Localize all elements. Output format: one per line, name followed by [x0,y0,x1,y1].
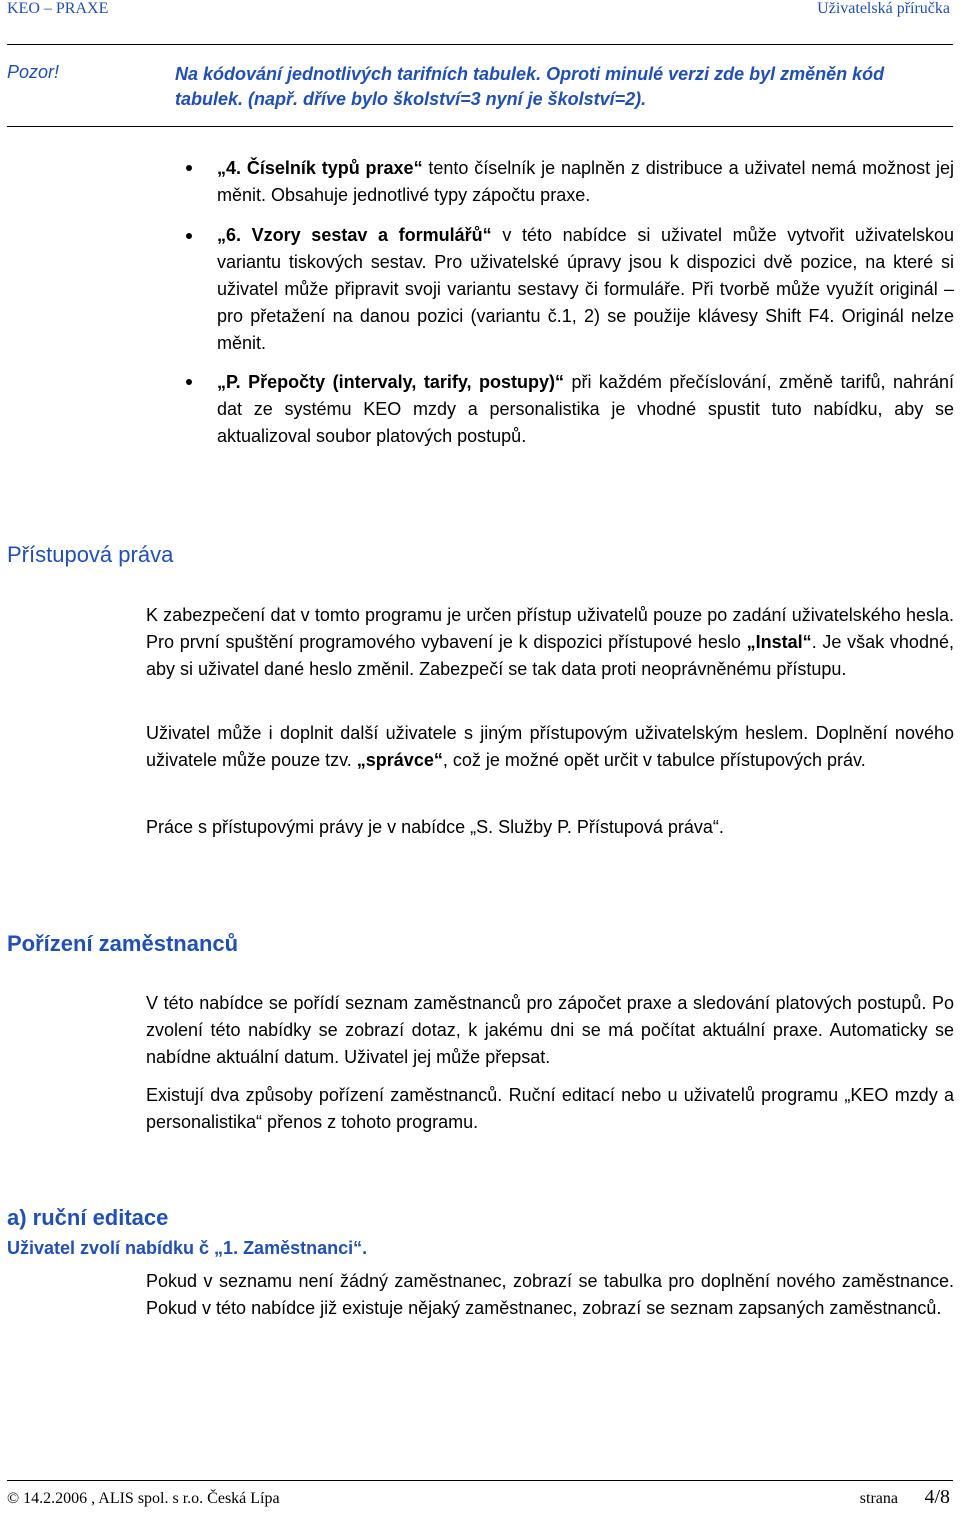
access-paragraph-3: Práce s přístupovými právy je v nabídce „S. Služby P. Přístupová práva“. [146,817,724,837]
item-text: v této nabídce si uživatel může vytvořit uživatelskou variantu tiskových sestav. Pro uživatelské úpravy jsou k dispozici dvě pozice, na které si uživatel může připravit svoji variantu sestavy či formuláře. Při tvorbě může využít originál – pro přetažení na danou pozici (variantu č.1, 2) se použije klávesy Shift F4. Originál nelze měnit. [217,225,954,353]
access-paragraph-1: K zabezpečení dat v tomto programu je určen přístup uživatelů pouze po zadání uživatelského hesla. Pro první spuštění programového vybavení je k dispozici přístupové heslo „Instal“. Je však vhodné, aby si uživatel dané heslo změnil. Zabezpečí se tak data proti neoprávněnému přístupu. [146,605,954,679]
list-item [217,155,954,209]
manual-paragraph-1: Pokud v seznamu není žádný zaměstnanec, zobrazí se tabulka pro doplnění nového zaměstnance. Pokud v této nabídce již existuje nějaký zaměstnanec, zobrazí se seznam zapsaných zaměstnanců. [146,1271,954,1318]
item-text: při každém přečíslování, změně tarifů, nahrání dat ze systému KEO mzdy a personalistika je vhodné spustit tuto nabídku, aby se aktualizoval soubor platových postupů. [217,372,954,446]
bullet-icon [186,233,192,239]
footer-page-label: strana [859,1490,898,1507]
footer-rule [7,1480,953,1481]
manual-subtitle: Uživatel zvolí nabídku č „1. Zaměstnanci“. [7,1238,368,1258]
warning-text: Na kódování jednotlivých tarifních tabulek. Oproti minulé verzi zde byl změněn kód tabulek. (např. dříve bylo školství=3 nyní je školství=2). [175,64,885,109]
section-title-access: Přístupová práva [7,542,174,567]
admin-term: „správce“ [356,750,443,770]
list-item [217,369,954,450]
item-title: „4. Číselník typů praxe“ [217,158,423,178]
list-item [217,222,954,357]
header-rule [7,44,953,45]
access-paragraph-2: Uživatel může i doplnit další uživatele s jiným přístupovým uživatelským heslem. Doplnění nového uživatele může pouze tzv. „správce“, což je možné opět určit v tabulce přístupových práv. [146,723,954,770]
item-title: „P. Přepočty (intervaly, tarify, postupy)“ [217,372,564,392]
employees-paragraph-1: V této nabídce se pořídí seznam zaměstnanců pro zápočet praxe a sledování platových postupů. Po zvolení této nabídky se zobrazí dotaz, k jakému dni se má počítat aktuální praxe. Automaticky se nabídne aktuální datum. Uživatel jej může přepsat. [146,993,954,1067]
warning-label: Pozor! [7,62,60,82]
password-value: „Instal“ [746,632,812,652]
footer-left: © 14.2.2006 , ALIS spol. s r.o. Česká Lípa [7,1490,280,1507]
bullet-icon [186,165,192,171]
bullet-icon [186,379,192,385]
footer-page-number: 4/8 [924,1486,950,1508]
item-title: „6. Vzory sestav a formulářů“ [217,225,492,245]
item-text: tento číselník je naplněn z distribuce a uživatel nemá možnost jej měnit. Obsahuje jednotlivé typy zápočtu praxe. [217,158,955,205]
header-left: KEO – PRAXE [7,0,109,17]
section-title-employees: Pořízení zaměstnanců [7,931,239,956]
employees-paragraph-2: Existují dva způsoby pořízení zaměstnanců. Ruční editací nebo u uživatelů programu „KEO mzdy a personalistika“ přenos z tohoto programu. [146,1085,954,1132]
header-right: Uživatelská příručka [817,0,950,17]
warning-rule [7,126,953,127]
section-title-manual: a) ruční editace [7,1205,169,1230]
